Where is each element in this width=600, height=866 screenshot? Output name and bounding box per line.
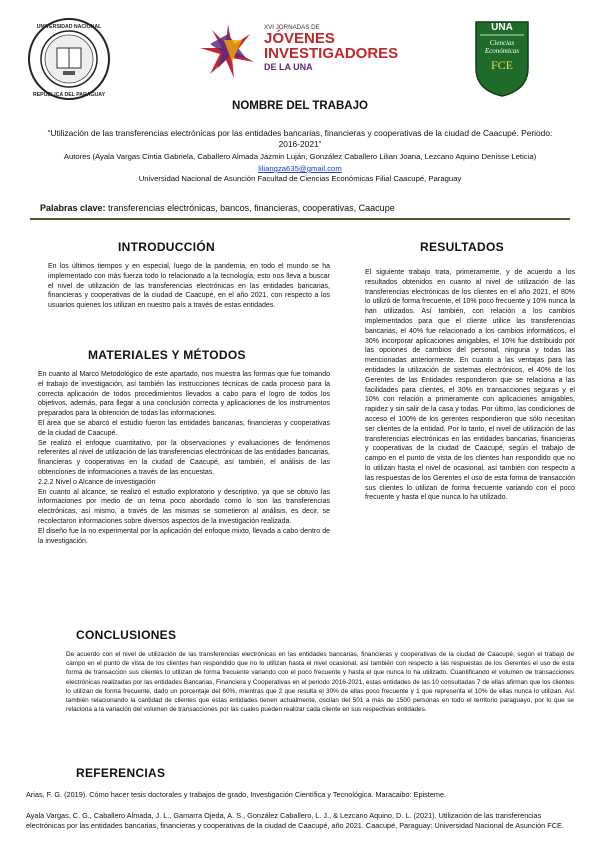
email-link[interactable]: liliangza635@gmail.com [258, 164, 342, 173]
una-seal-logo [28, 18, 110, 100]
logo-line1: XVI JORNADAS DE [264, 24, 320, 31]
section-divider [30, 218, 570, 220]
references-heading: REFERENCIAS [76, 766, 166, 780]
conclusions-text: De acuerdo con el nivel de utilización de las transferencias electrónicas en las entidades bancarias, financieras y cooperativas de la ciudad de Caacupé, según el trabajo de campo en el punto de vista de los clientes han respondido que no lo utilizan hasta el nivel ocasional, así también con respecto a las respuestas de los Gerentes el uso de esta forma de transacción sus clientes lo utilizan de forma frecuente variando con el poco frecuente y hasta el que nunca lo ha utilizado. Cuantificando el volumen de transacciones electrónicas realizadas por las entidades Bancarias, Financiera y Cooperativas en el periodo 2016-2021, estas entidades de las 10 consultadas 7 de ellas afirman que los clientes lo utilizan de forma frecuente, dado un porcentaje del 60%, mientras que 2 que resulta el 30% de ellas poco frecuente y 1 que representa el 10% de ellas nunca lo utilizan. Así también relacionando la cantidad de clientes que estas entidades tienen actualmente, oscilan del 501 a más de 1500 personas en todo el territorio paraguayo, por lo que se relaciona a la variación del volumen de transacciones por las cuales pueden realizar cada cliente en sus respectivas entidades. [66, 651, 574, 714]
methods-heading: MATERIALES Y MÉTODOS [88, 348, 246, 362]
logo-line3: INVESTIGADORES [264, 45, 399, 62]
starburst-icon [198, 22, 258, 82]
logo-line2: JÓVENES [264, 30, 335, 47]
svg-text:REPÚBLICA DEL PARAGUAY: REPÚBLICA DEL PARAGUAY [32, 92, 106, 98]
svg-text:UNIVERSIDAD NACIONAL: UNIVERSIDAD NACIONAL [36, 24, 102, 30]
work-subtitle: “Utilización de las transferencias electrónicas por las entidades bancarias, financieras y cooperativas de la ciudad de Caacupé. Periodo: 2016-2021” [47, 128, 553, 149]
reference-item: Ayala Vargas, C. G., Caballero Almada, J. L., Gamarra Ojeda, A. S., González Caballero, L. J., & Lezcano Aquino, D. L. (2021). Utilización de las transferencias electrónicas por las entidades bancarias, financieras y cooperativas de la ciudad de Caacupé, año 2021. Caacupé, Paraguay: Universidad Nacional de Asunción FCE. [26, 811, 564, 830]
authors-line: Autores (Ayala Vargas Cintia Gabriela, Caballero Almada Jazmin Luján, González Caballero Lilian Joana, Lezcano Aquino Denisse Leticia) [63, 152, 537, 161]
keywords-label: Palabras clave: [40, 203, 106, 213]
results-text: El siguiente trabajo trata, primeramente, y de acuerdo a los resultados obtenidos en cuanto al nivel de utilización de las transferencias electrónicas de los clientes en el año 2021, el 80% lo utilizó de forma frecuente, el 10% poco frecuente y 10% nunca la han utilizados. Así también, con relación a los cambios implementados para que el cliente utilice las transferencias bancarias, el 40% fue relacionado a los cambios informáticos, el 30% incorporar aplicaciones amigables, el 10% fue distribuido por las opciones de cambios del personal, ninguna y todas las mencionadas anteriormente. En cuanto a las ventajas para las entidades la utilización de sistemas electrónicos, el 40% de los Gerentes de las Entidades respondieron que se relaciona a las facilidades para clientes, el 30% en transacciones seguras y el 10% con relación a primeramente con aplicaciones amigables, rapidez y sin salir de la casa y todas. Por último, las condiciones de acceso el 100% de los gerentes respondieron que sólo necesitan ser clientes de la entidad. Por lo tanto, el nivel de utilización de las transferencias electrónicas en las entidades bancarias, financieras y cooperativas de la ciudad de Caacupé, según el trabajo de campo en el punto de vista de los clientes han respondido que no lo utilizan hasta el nivel de ocasional, así también con respecto a las respuestas de los Gerentes el uso de esta forma de transacción sus clientes lo utilizan de forma frecuente variando con el poco frecuente y hasta el que nunca lo ha utilizado. [365, 269, 575, 502]
intro-text: En los últimos tiempos y en especial, luego de la pandemia, en todo el mundo se ha implementado con más fuerza todo lo relacionado a la tecnología, esto nos lleva a buscar el nivel de utilización de las transferencias electrónicas en las entidades bancarias, financieras y cooperativas de la ciudad de Caacupé, en el año 2021, con respecto a los usuarios quienes los utilizan en nuestro país a través de estas entidades. [48, 263, 330, 310]
methods-text: En cuanto al Marco Metodológico de este apartado, nos muestra las formas que fue tomando el trabajo de investigación, así también las instrucciones técnicas de cada proceso para la correcta aplicación de todos procedimientos llevados a cabo para el logro de todos los objetivos, además, para llegar a una conclusión correcta y aplicaciones de los instrumentos preparados para la obtención de todas las informaciones. El área que se abarcó el estudio fueron las entidades bancarias, financieras y cooperativas de la ciudad de Caacupé. Se realizó el enfoque cuantitativo, por la observaciones y evaluaciones de fenómenos referentes al nivel de utilización de las transferencias electrónicas de las entidades bancarias, financieras y cooperativas en la ciudad de Caacupé, así también, el análisis de las obtenciones de informaciones a través de las encuestas. 2.2.2 Nivel o Alcance de investigación En cuanto al alcance, se realizó el estudio exploratorio y descriptivo, ya que se obtuvo las informaciones por medio de un tema poco abordado como lo son las transferencias electrónicas, así mismo, a través de las mismas se sometieron al análisis, es decir, se recolectaron informaciones sobre diversos aspectos de la investigación realizada. El diseño fue la no experimental por la aplicación del enfoque mixto, llevada a cabo dentro de la investigación. [38, 371, 330, 545]
results-heading: RESULTADOS [420, 240, 504, 254]
logo-line4: DE LA UNA [264, 62, 313, 72]
conclusions-heading: CONCLUSIONES [76, 628, 177, 642]
reference-item: Arias, F. G. (2019). Cómo hacer tesis doctorales y trabajos de grado, Investigación Científica y Tecnológica. Maracaibo: Episteme. [26, 790, 447, 799]
affiliation: Universidad Nacional de Asunción Facultad de Ciencias Económicas Filial Caacupé, Paraguay [138, 174, 462, 183]
jornadas-logo [198, 22, 398, 84]
intro-heading: INTRODUCCIÓN [118, 240, 215, 254]
keywords [40, 203, 395, 213]
page-title: NOMBRE DEL TRABAJO [232, 100, 368, 112]
fce-shield-logo: UNA Ciencias Económicas FCE [474, 20, 530, 98]
keywords-value: transferencias electrónicas, bancos, financieras, cooperativas, Caacupe [105, 203, 395, 213]
